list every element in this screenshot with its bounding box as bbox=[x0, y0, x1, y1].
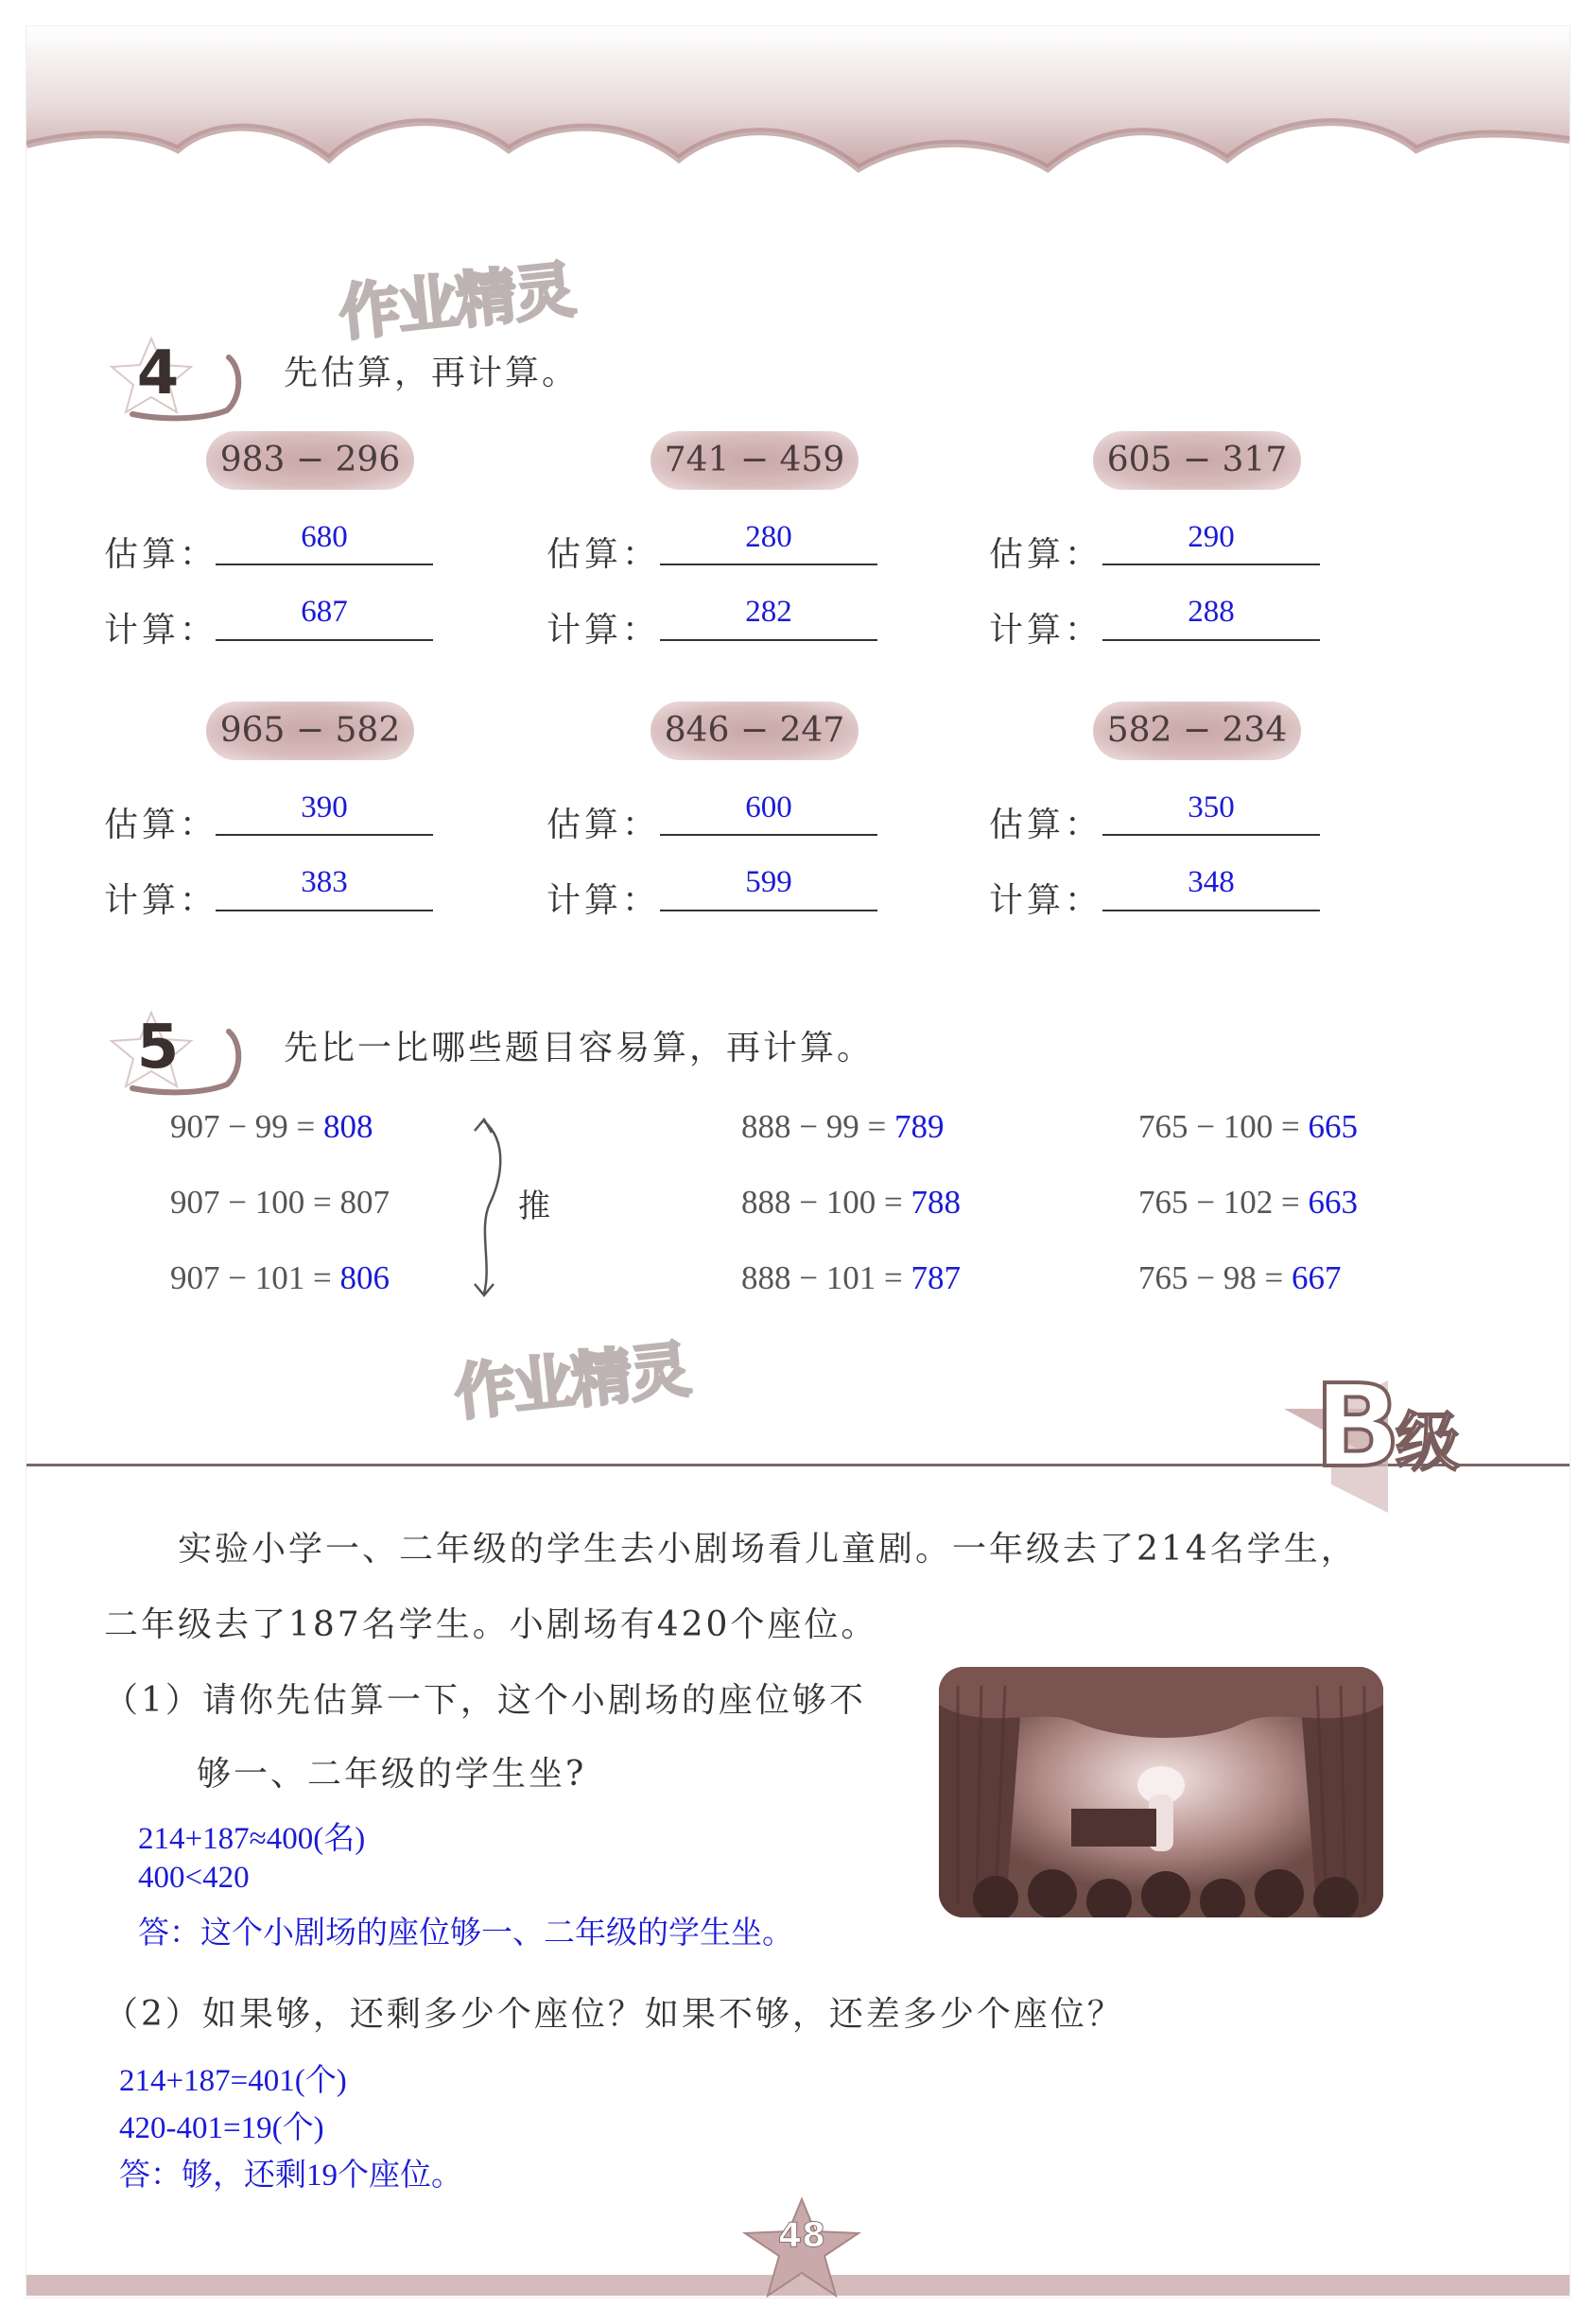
handwritten-answer: 400<420 bbox=[138, 1861, 250, 1895]
answer-line bbox=[1102, 910, 1320, 911]
calc-label: 计算： bbox=[989, 611, 1103, 650]
calc-answer: 288 bbox=[1188, 595, 1235, 629]
handwritten-answer: 214+187≈400(名) bbox=[138, 1822, 366, 1856]
watermark-text: 作业精灵 bbox=[451, 1335, 692, 1430]
question-1-continued: 够一、二年级的学生坐? bbox=[197, 1755, 587, 1794]
calc-answer: 687 bbox=[301, 595, 348, 629]
answer-line bbox=[660, 910, 877, 911]
calc-label: 计算： bbox=[546, 881, 661, 920]
equation-row: 888 − 101 = 787 bbox=[741, 1259, 961, 1296]
estimate-label: 估算： bbox=[104, 806, 218, 844]
section-5-number: 5 bbox=[136, 1013, 180, 1083]
handwritten-answer: 214+187=401(个) bbox=[119, 2064, 347, 2098]
problem-pill: 965 − 582 bbox=[206, 702, 414, 760]
problem-text-line: 二年级去了187名学生。小剧场有420个座位。 bbox=[104, 1605, 878, 1644]
answer-line bbox=[660, 639, 877, 641]
level-letter: B bbox=[1314, 1361, 1401, 1493]
estimate-answer: 680 bbox=[301, 520, 348, 554]
problem-pill: 605 − 317 bbox=[1093, 431, 1301, 490]
problem-pill: 983 − 296 bbox=[206, 431, 414, 490]
equation-row: 765 − 102 = 663 bbox=[1138, 1184, 1358, 1221]
worksheet-page bbox=[26, 26, 1570, 2298]
handwritten-answer: 答：够，还剩19个座位。 bbox=[119, 2159, 462, 2193]
calc-label: 计算： bbox=[104, 611, 218, 650]
level-b-badge bbox=[1256, 1343, 1539, 1532]
answer-line bbox=[660, 564, 877, 565]
estimate-label: 估算： bbox=[104, 535, 218, 574]
calc-answer: 383 bbox=[301, 865, 348, 899]
answer-line bbox=[216, 910, 433, 911]
calc-answer: 282 bbox=[745, 595, 792, 629]
equation-row: 765 − 100 = 665 bbox=[1138, 1108, 1358, 1145]
estimate-label: 估算： bbox=[546, 535, 661, 574]
calc-label: 计算： bbox=[104, 881, 218, 920]
problem-text-line: 实验小学一、二年级的学生去小剧场看儿童剧。一年级去了214名学生， bbox=[178, 1530, 1358, 1569]
calc-label: 计算： bbox=[546, 611, 661, 650]
estimate-label: 估算： bbox=[989, 806, 1103, 844]
estimate-label: 估算： bbox=[989, 535, 1103, 574]
equation-row: 765 − 98 = 667 bbox=[1138, 1259, 1342, 1296]
problem-pill: 741 − 459 bbox=[651, 431, 859, 490]
estimate-answer: 600 bbox=[745, 790, 792, 824]
section-4-instruction: 先估算，再计算。 bbox=[284, 354, 580, 392]
answer-line bbox=[660, 834, 877, 836]
equation-row: 907 − 101 = 806 bbox=[170, 1259, 390, 1296]
theater-illustration bbox=[939, 1667, 1383, 1917]
handwritten-answer: 答：这个小剧场的座位够一、二年级的学生坐。 bbox=[138, 1916, 793, 1951]
watermark-text: 作业精灵 bbox=[336, 255, 577, 350]
section-4-number: 4 bbox=[136, 338, 180, 408]
answer-line bbox=[216, 834, 433, 836]
answer-line bbox=[1102, 639, 1320, 641]
calc-label: 计算： bbox=[989, 881, 1103, 920]
answer-line bbox=[1102, 564, 1320, 565]
problem-pill: 582 − 234 bbox=[1093, 702, 1301, 760]
question-1: （1）请你先估算一下，这个小剧场的座位够不 bbox=[104, 1681, 866, 1720]
section-5-instruction: 先比一比哪些题目容易算，再计算。 bbox=[284, 1029, 875, 1067]
estimate-label: 估算： bbox=[546, 806, 661, 844]
estimate-answer: 390 bbox=[301, 790, 348, 824]
answer-line bbox=[216, 639, 433, 641]
question-2: （2）如果够，还剩多少个座位？如果不够，还差多少个座位？ bbox=[104, 1995, 1124, 2034]
equation-row: 888 − 99 = 789 bbox=[741, 1108, 945, 1145]
section-4-badge bbox=[104, 331, 246, 425]
page-number: 48 bbox=[777, 2216, 826, 2255]
equation-row: 907 − 100 = 807 bbox=[170, 1184, 390, 1221]
answer-line bbox=[216, 564, 433, 565]
problem-pill: 846 − 247 bbox=[651, 702, 859, 760]
answer-line bbox=[1102, 834, 1320, 836]
scalloped-header-decoration bbox=[26, 26, 1570, 206]
equation-row: 888 − 100 = 788 bbox=[741, 1184, 961, 1221]
calc-answer: 348 bbox=[1188, 865, 1235, 899]
estimate-answer: 290 bbox=[1188, 520, 1235, 554]
infer-label: 推 bbox=[518, 1188, 550, 1225]
section-5-badge bbox=[104, 1005, 246, 1100]
calc-answer: 599 bbox=[745, 865, 792, 899]
equation-row: 907 − 99 = 808 bbox=[170, 1108, 373, 1145]
level-suffix: 级 bbox=[1396, 1406, 1461, 1481]
handwritten-answer: 420-401=19(个) bbox=[119, 2111, 324, 2145]
estimate-answer: 350 bbox=[1188, 790, 1235, 824]
estimate-answer: 280 bbox=[745, 520, 792, 554]
